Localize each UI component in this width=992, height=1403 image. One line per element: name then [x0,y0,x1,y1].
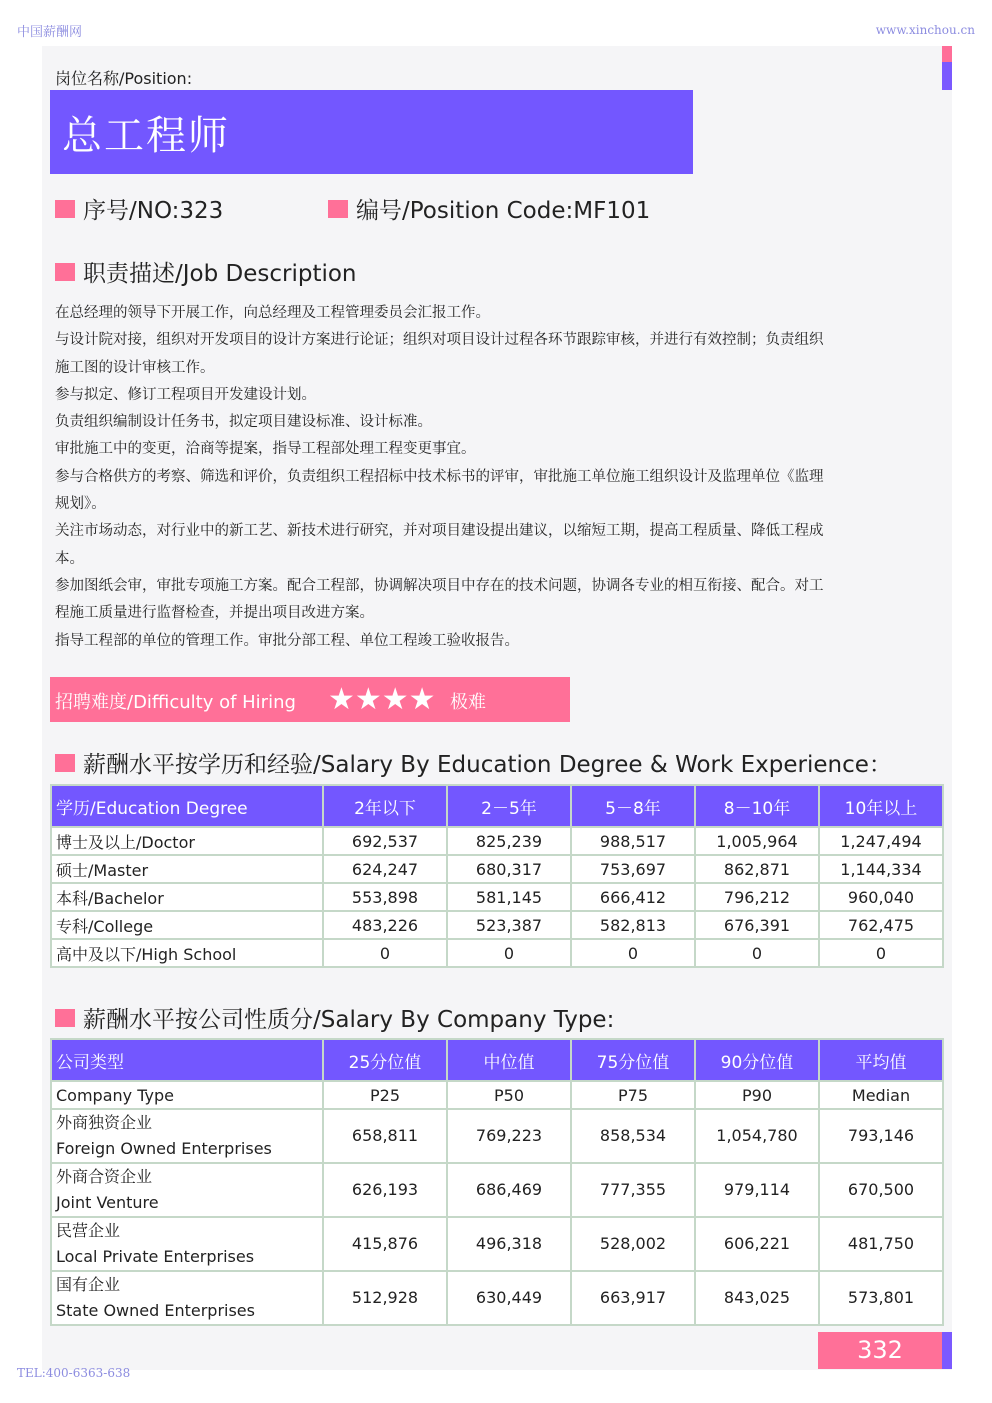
subheader-cell: Median [819,1081,943,1109]
column-header: 10年以上 [819,785,943,827]
column-header: 25分位值 [323,1039,447,1081]
table-cell: 692,537 [323,827,447,855]
table-header-row [51,1039,943,1081]
desc-line: 在总经理的领导下开展工作，向总经理及工程管理委员会汇报工作。 [55,305,490,321]
subheader-cell: P25 [323,1081,447,1109]
row-label-en: State Owned Enterprises [56,1301,255,1320]
row-label: 博士及以上/Doctor [51,827,323,855]
column-header: 公司类型 [51,1039,323,1081]
table-cell: 753,697 [571,855,695,883]
row-label [51,1271,323,1325]
bullet-square-icon [55,200,75,218]
row-label-en: Joint Venture [56,1193,159,1212]
edu-salary-table [50,784,944,968]
table-cell: 1,054,780 [695,1109,819,1163]
position-label: 岗位名称/Position: [55,69,193,88]
desc-line: 施工图的设计审核工作。 [55,359,215,376]
table-row [51,911,943,939]
row-label: 硕士/Master [51,855,323,883]
column-header: 平均值 [819,1039,943,1081]
table-row [51,1109,943,1163]
subheader-cell: P50 [447,1081,571,1109]
table-row [51,939,943,967]
column-header: 学历/Education Degree [51,785,323,827]
table-cell: 769,223 [447,1109,571,1163]
table-cell: 481,750 [819,1217,943,1271]
bullet-square-icon [55,754,75,772]
table-cell: 0 [323,939,447,967]
table-cell: 415,876 [323,1217,447,1271]
table-cell: 496,318 [447,1217,571,1271]
subheader-cell: P75 [571,1081,695,1109]
desc-line: 指导工程部的单位的管理工作。审批分部工程、单位工程竣工验收报告。 [55,632,519,649]
desc-line: 规划》。 [55,496,106,513]
row-label: 专科/College [51,911,323,939]
row-label-cn: 外商独资企业 [56,1113,153,1132]
edu-salary-heading: 薪酬水平按学历和经验/Salary By Education Degree & Work Experience： [55,746,892,779]
table-cell: 858,534 [571,1109,695,1163]
column-header: 2－5年 [447,785,571,827]
table-cell: 626,193 [323,1163,447,1217]
table-row [51,827,943,855]
desc-line: 参与合格供方的考察、筛选和评价，负责组织工程招标中技术标书的评审，审批施工单位施工组织设计及监理单位《监理 [55,468,824,485]
table-cell: 581,145 [447,883,571,911]
table-cell: 523,387 [447,911,571,939]
table-cell: 960,040 [819,883,943,911]
table-cell: 988,517 [571,827,695,855]
table-cell: 553,898 [323,883,447,911]
row-label-cn: 民营企业 [56,1221,121,1240]
difficulty-text: 极难 [450,692,486,713]
bullet-square-icon [328,200,348,218]
column-header: 75分位值 [571,1039,695,1081]
table-cell: 0 [447,939,571,967]
row-label: 本科/Bachelor [51,883,323,911]
column-header: 中位值 [447,1039,571,1081]
company-salary-table [50,1038,944,1326]
table-cell: 762,475 [819,911,943,939]
table-cell: 658,811 [323,1109,447,1163]
table-cell: 606,221 [695,1217,819,1271]
site-url[interactable]: www.xinchou.cn [875,23,975,37]
table-cell: 793,146 [819,1109,943,1163]
position-title: 总工程师 [62,113,230,159]
hiring-difficulty-banner [50,677,570,722]
desc-line: 参加图纸会审，审批专项施工方案。配合工程部，协调解决项目中存在的技术问题，协调各专业的相互衔接、配合。对工 [55,577,824,594]
row-label-cn: 国有企业 [56,1275,121,1294]
subheader-cell: Company Type [51,1081,323,1109]
column-header: 2年以下 [323,785,447,827]
title-banner [50,90,693,174]
table-cell: 777,355 [571,1163,695,1217]
table-subheader-row [51,1081,943,1109]
table-cell: 0 [819,939,943,967]
table-cell: 0 [695,939,819,967]
desc-line: 负责组织编制设计任务书，拟定项目建设标准、设计标准。 [55,414,432,431]
table-cell: 825,239 [447,827,571,855]
column-header: 5－8年 [571,785,695,827]
position-code: 编号/Position Code:MF101 [328,192,650,225]
site-name: 中国薪酬网 [17,25,83,40]
company-salary-heading: 薪酬水平按公司性质分/Salary By Company Type: [55,1001,614,1034]
column-header: 90分位值 [695,1039,819,1081]
table-cell: 796,212 [695,883,819,911]
bullet-square-icon [55,263,75,281]
table-cell: 582,813 [571,911,695,939]
table-cell: 843,025 [695,1271,819,1325]
desc-line: 程施工质量进行监督检查，并提出项目改进方案。 [55,605,374,622]
row-label [51,1109,323,1163]
table-cell: 483,226 [323,911,447,939]
table-row [51,855,943,883]
table-row [51,1163,943,1217]
column-header: 8－10年 [695,785,819,827]
row-label [51,1217,323,1271]
table-cell: 573,801 [819,1271,943,1325]
table-cell: 670,500 [819,1163,943,1217]
difficulty-label: 招聘难度/Difficulty of Hiring [55,692,296,713]
table-cell: 630,449 [447,1271,571,1325]
row-label-cn: 外商合资企业 [56,1167,153,1186]
desc-line: 审批施工中的变更，洽商等提案，指导工程部处理工程变更事宜。 [55,441,476,458]
subheader-cell: P90 [695,1081,819,1109]
desc-line: 关注市场动态，对行业中的新工艺、新技术进行研究，并对项目建设提出建议，以缩短工期，提高工程质量、降低工程成 [55,523,824,540]
row-label: 高中及以下/High School [51,939,323,967]
table-cell: 663,917 [571,1271,695,1325]
table-cell: 1,005,964 [695,827,819,855]
row-label-en: Local Private Enterprises [56,1247,255,1266]
table-cell: 624,247 [323,855,447,883]
desc-line: 本。 [55,550,84,567]
contact-phone: TEL:400-6363-638 [17,1366,131,1380]
row-label [51,1163,323,1217]
table-row [51,1271,943,1325]
table-cell: 528,002 [571,1217,695,1271]
table-cell: 686,469 [447,1163,571,1217]
table-cell: 979,114 [695,1163,819,1217]
table-row [51,883,943,911]
table-cell: 676,391 [695,911,819,939]
page-accent-bar [942,1332,952,1369]
job-description-text [55,300,945,655]
table-cell: 1,247,494 [819,827,943,855]
bullet-square-icon [55,1009,75,1027]
table-cell: 1,144,334 [819,855,943,883]
page-number: 332 [818,1332,942,1369]
table-cell: 680,317 [447,855,571,883]
serial-number: 序号/NO:323 [55,192,223,225]
table-cell: 666,412 [571,883,695,911]
corner-accent-bar [942,46,952,90]
desc-line: 与设计院对接，组织对开发项目的设计方案进行论证；组织对项目设计过程各环节跟踪审核，并进行有效控制；负责组织 [55,332,824,349]
table-header-row [51,785,943,827]
table-cell: 862,871 [695,855,819,883]
star-rating-icon: ★★★★ [328,682,436,717]
row-label-en: Foreign Owned Enterprises [56,1139,272,1158]
table-row [51,1217,943,1271]
table-cell: 0 [571,939,695,967]
job-description-heading: 职责描述/Job Description [55,255,357,288]
desc-line: 参与拟定、修订工程项目开发建设计划。 [55,386,316,403]
table-cell: 512,928 [323,1271,447,1325]
